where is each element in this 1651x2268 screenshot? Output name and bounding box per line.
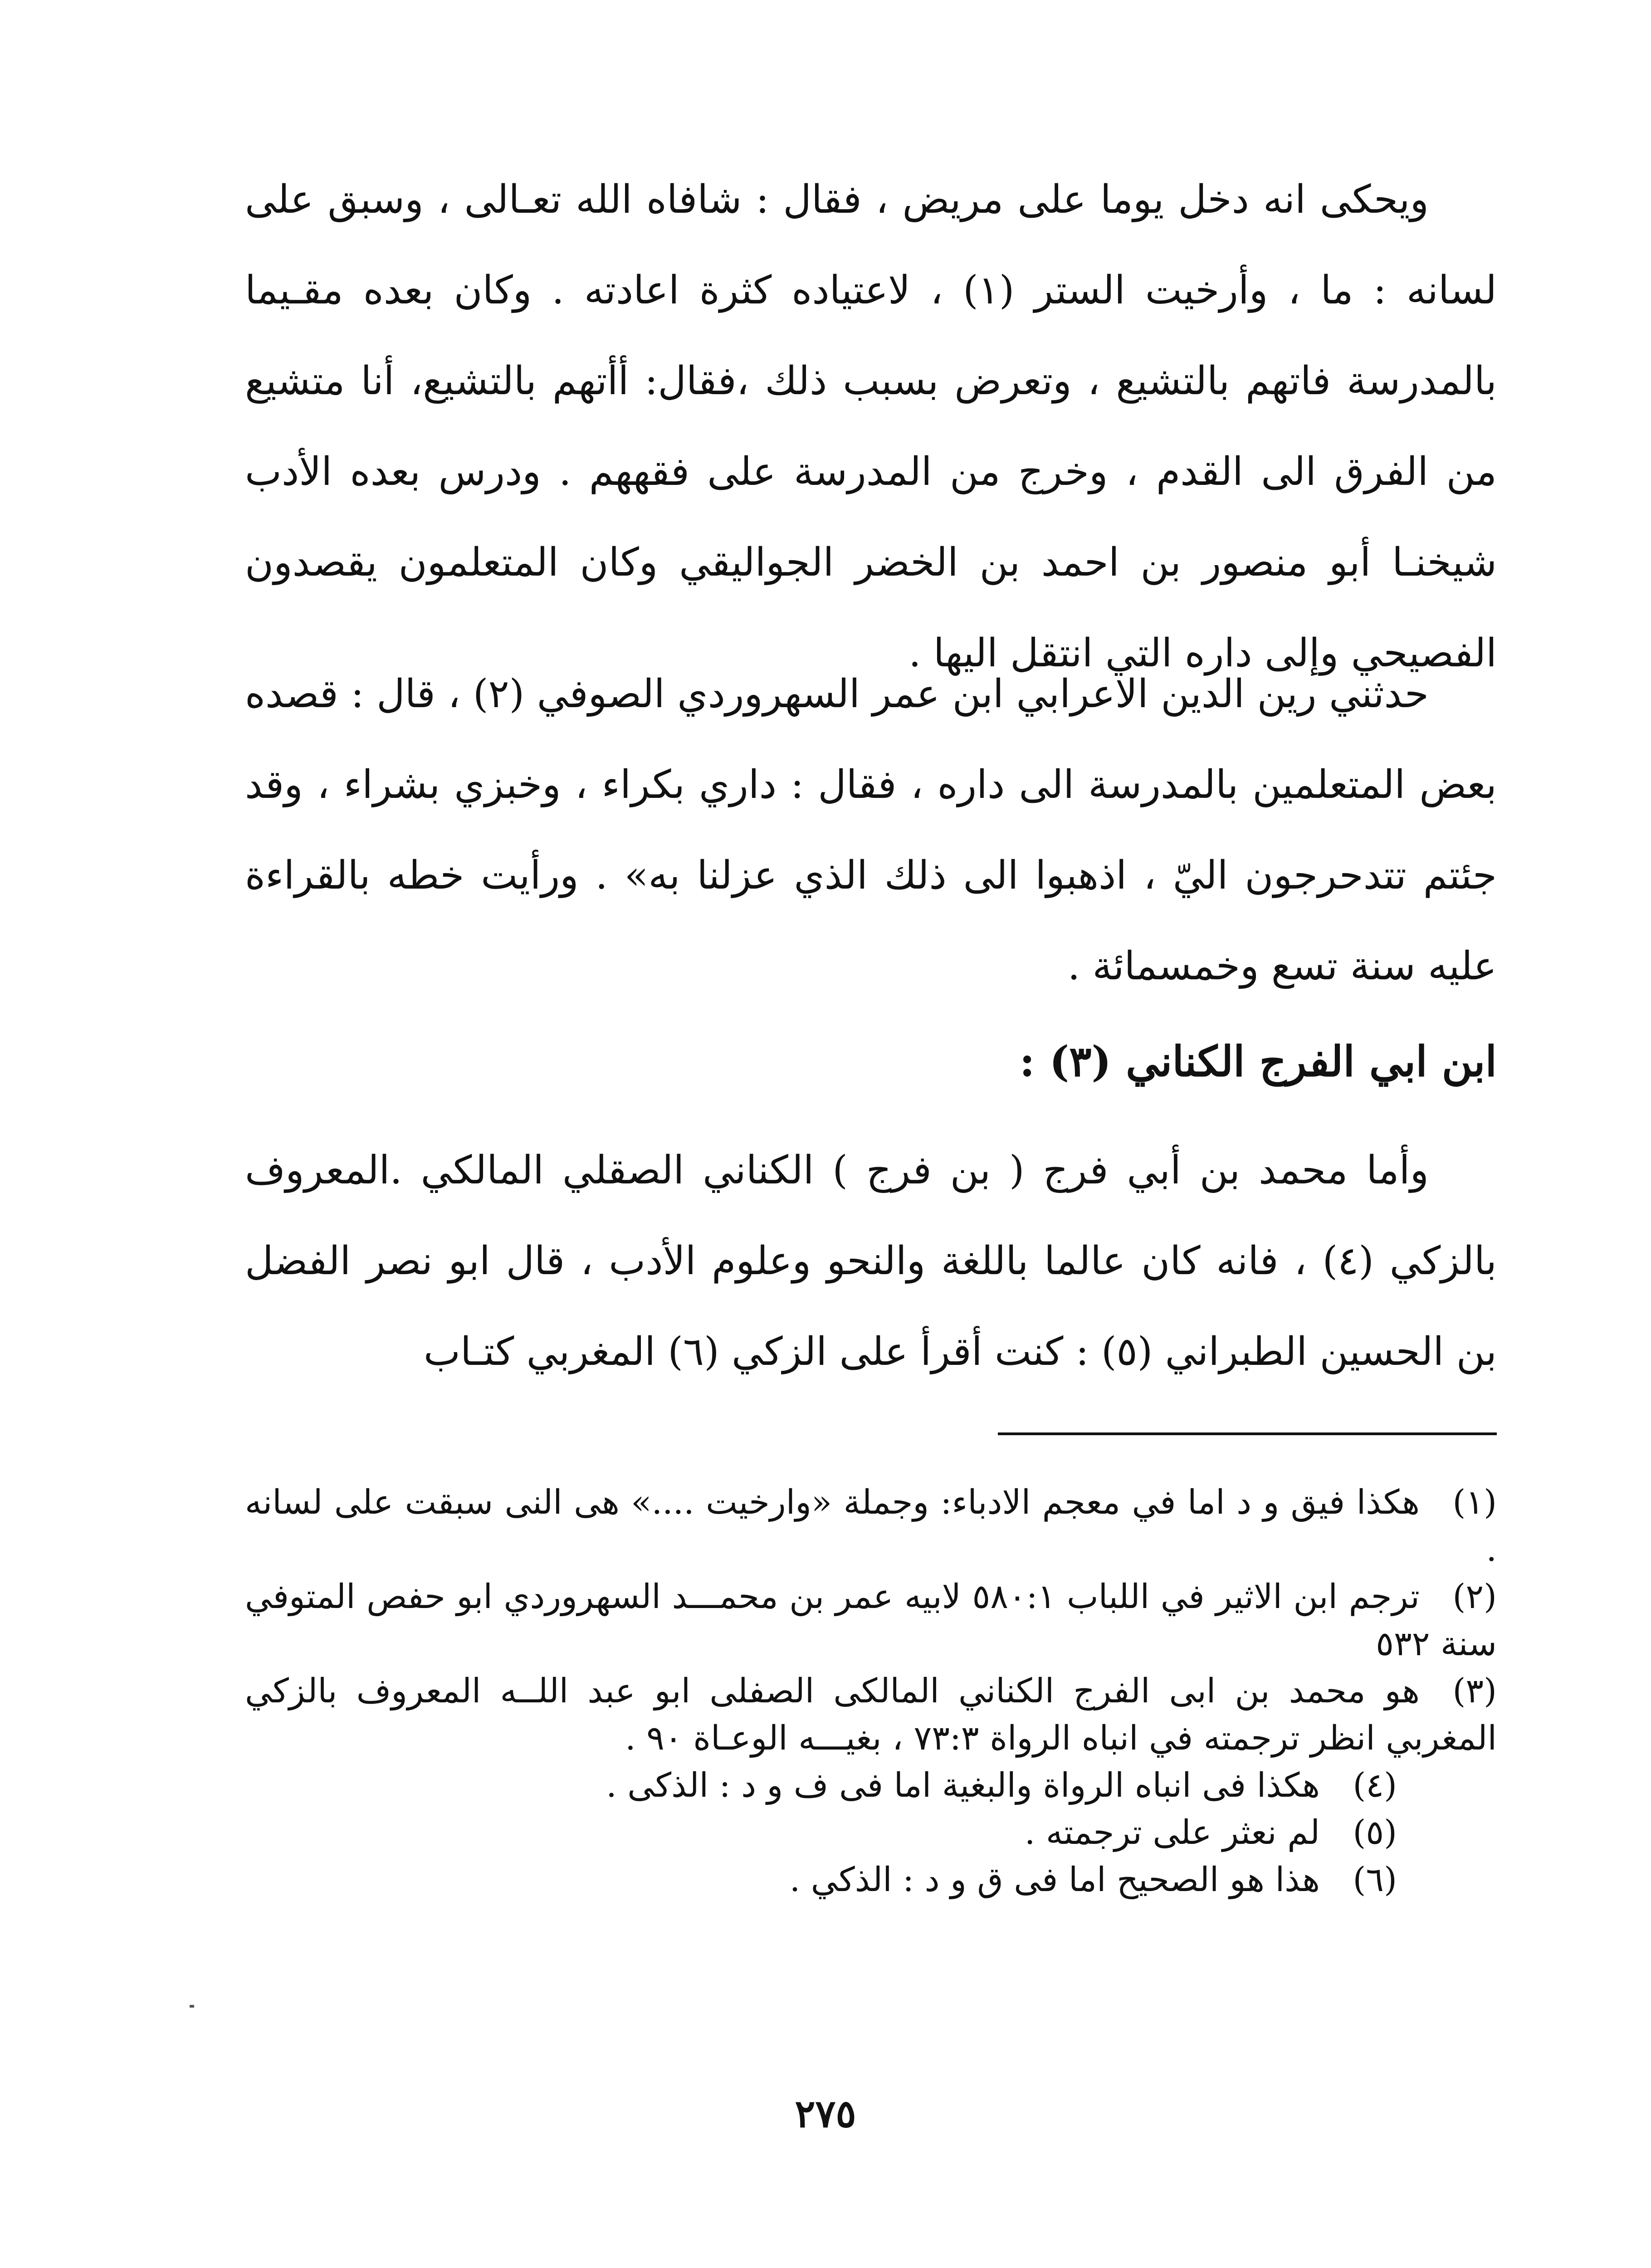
footnotes xyxy=(245,1479,1497,1903)
paragraph-1 xyxy=(245,154,1497,699)
footnote-number: (٥) xyxy=(1353,1813,1397,1852)
footnote-number: (٣) xyxy=(1452,1672,1497,1711)
footnote-2 xyxy=(245,1573,1497,1667)
section-heading xyxy=(245,1016,1497,1107)
footnote-1 xyxy=(245,1479,1497,1573)
footnote-text: ترجم ابن الاثير في اللباب ٥٨٠:١ لابيه عمر بن محمـــد السهروردي ابو حفص المتوفي سنة ٥٣٢ xyxy=(245,1577,1497,1663)
footnote-text: لم نعثر على ترجمته . xyxy=(1024,1813,1320,1852)
footnote-divider xyxy=(998,1432,1497,1435)
footnote-4 xyxy=(245,1762,1497,1809)
footnote-text: هذا هو الصحيح اما فى ق و د : الذكي . xyxy=(789,1860,1320,1899)
footnote-5 xyxy=(245,1809,1497,1856)
section-heading-text: ابن ابي الفرج الكناني (٣) : xyxy=(1019,1037,1497,1086)
scan-speck xyxy=(190,2005,194,2008)
paragraph-2-text: حدثني رين الدين الاعرابي ابن عمر السهروردي الصوفي (٢) ، قال : قصده بعض المتعلمين بالمدرسة الى داره ، فقال : داري بكراء ، وخبزي بشراء ، وقد جئتم تتدحرجون اليّ ، اذهبوا الى ذلك الذي عزلنا به» . ورأيت خطه بالقراءة عليه سنة تسع وخمسمائة . xyxy=(245,671,1497,989)
footnote-text: هو محمد بن ابى الفرج الكناني المالكى الصفلى ابو عبد اللــه المعروف بالزكي المغربي انظر ترجمته في انباه الرواة ٧٣:٣ ، بغيـــه الوعـاة ٩٠ . xyxy=(245,1672,1497,1758)
footnote-text: هكذا فى انباه الرواة والبغية اما فى ف و د : الذكى . xyxy=(606,1766,1320,1805)
footnote-number: (٢) xyxy=(1452,1577,1497,1616)
footnote-text: هكذا فيق و د اما في معجم الادباء: وجملة «وارخيت ....» هى النى سبقت على لسانه . xyxy=(245,1483,1497,1569)
paragraph-3-text: وأما محمد بن أبي فرج ( بن فرج ) الكناني الصقلي المالكي .المعروف بالزكي (٤) ، فانه كان عالما باللغة والنحو وعلوم الأدب ، قال ابو نصر الفضل بن الحسين الطبراني (٥) : كنت أقرأ على الزكي (٦) المغربي كتـاب xyxy=(245,1148,1497,1374)
footnote-number: (٦) xyxy=(1353,1860,1397,1899)
footnote-3 xyxy=(245,1667,1497,1762)
page-number: ٢٧٥ xyxy=(795,2091,856,2136)
footnote-6 xyxy=(245,1856,1497,1903)
footnote-number: (٤) xyxy=(1353,1766,1397,1805)
paragraph-1-text: ويحكى انه دخل يوما على مريض ، فقال : شافاه الله تعـالى ، وسبق على لسانه : ما ، وأرخيت الستر (١) ، لاعتياده كثرة اعادته . وكان بعده مقـيما بالمدرسة فاتهم بالتشيع ، وتعرض بسبب ذلك ،فقال: أأتهم بالتشيع، أنا متشيع من الفرق الى القدم ، وخرج من المدرسة على فقههم . ودرس بعده الأدب شيخنـا أبو منصور بن احمد بن الخضر الجواليقي وكان المتعلمون يقصدون الفصيحي وإلى داره التي انتقل اليها . xyxy=(245,177,1497,676)
paragraph-2 xyxy=(245,649,1497,1012)
paragraph-3 xyxy=(245,1125,1497,1397)
footnote-number: (١) xyxy=(1452,1483,1497,1522)
